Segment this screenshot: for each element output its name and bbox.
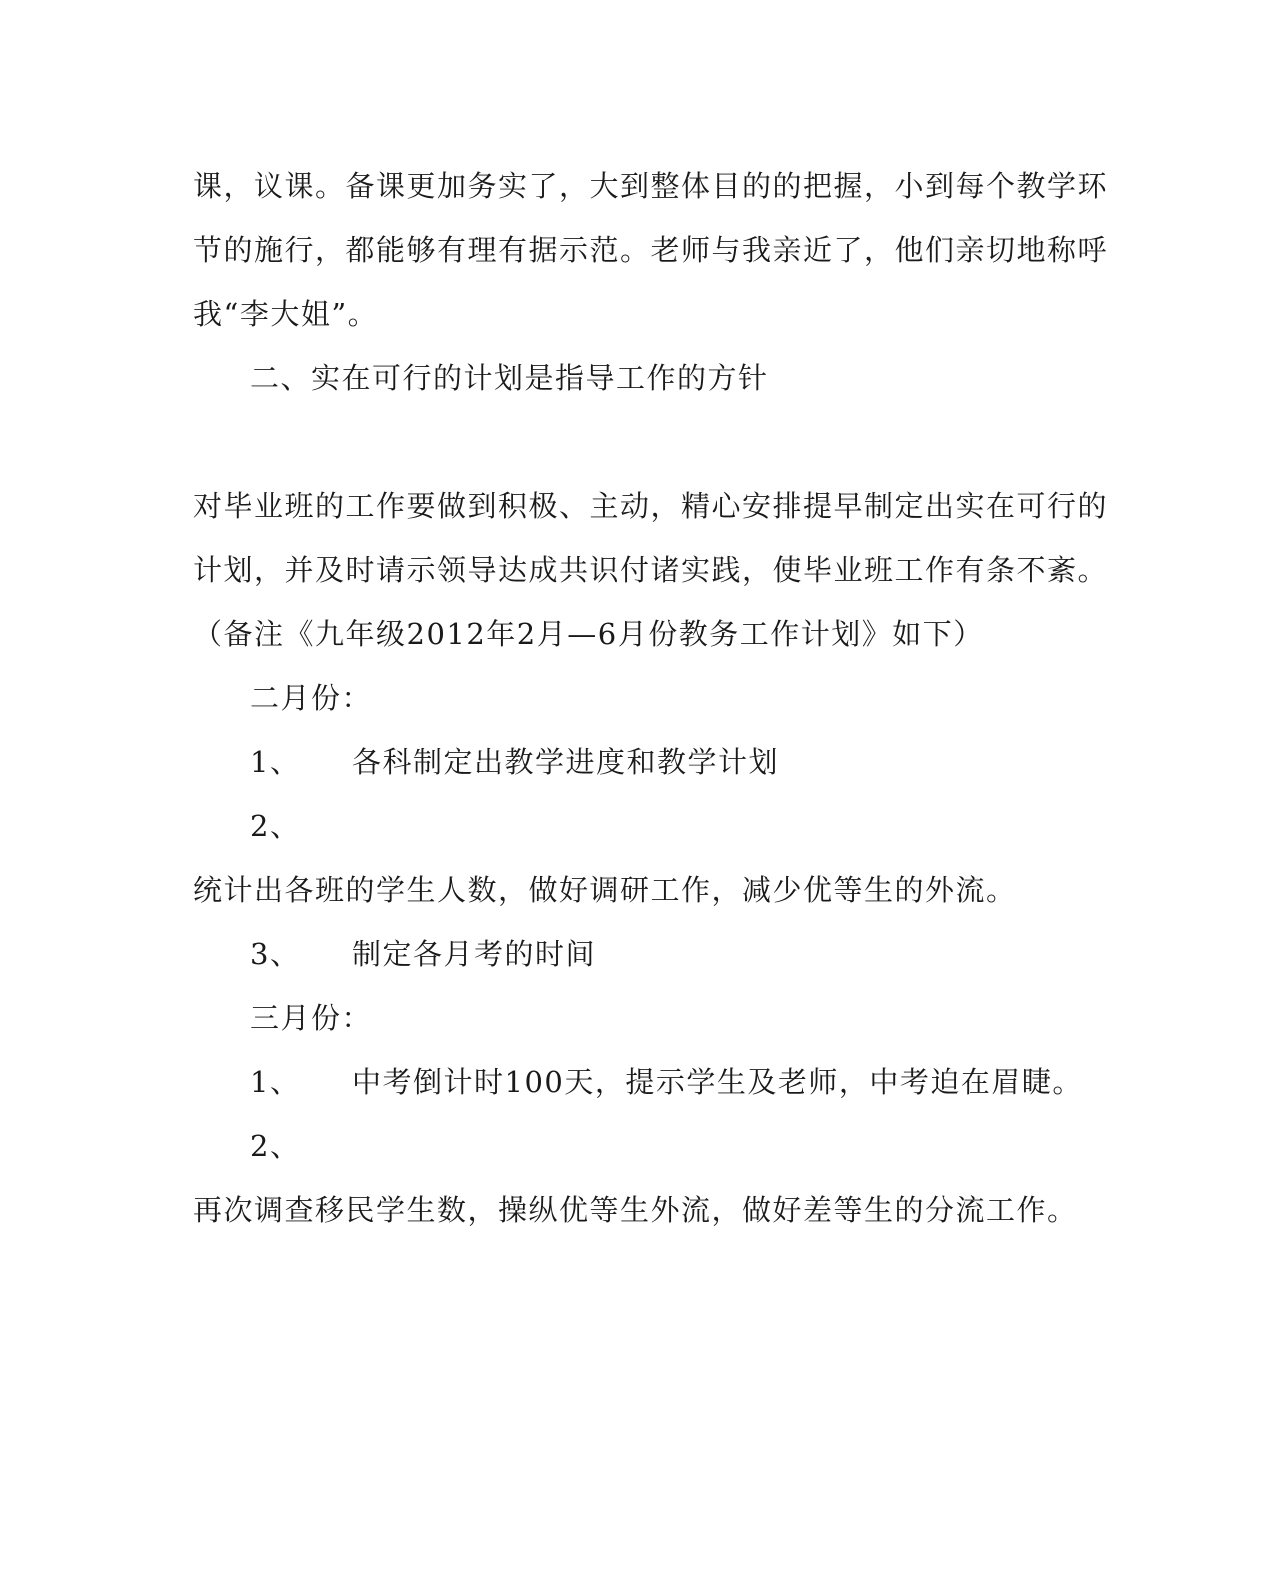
paragraph-line: 节的施行，都能够有理有据示范。老师与我亲近了，他们亲切地称呼 xyxy=(193,233,1109,267)
paragraph-note: （备注《九年级2012年2月—6月份教务工作计划》如下） xyxy=(193,617,984,651)
paragraph-line: 统计出各班的学生人数，做好调研工作，减少优等生的外流。 xyxy=(193,873,1017,907)
list-item-text: 制定各月考的时间 xyxy=(352,937,597,971)
month-heading: 二月份： xyxy=(250,681,373,715)
section-heading: 二、实在可行的计划是指导工作的方针 xyxy=(250,361,769,395)
paragraph-line: 再次调查移民学生数，操纵优等生外流，做好差等生的分流工作。 xyxy=(193,1193,1078,1227)
paragraph-line: 课，议课。备课更加务实了，大到整体目的的把握，小到每个教学环 xyxy=(193,169,1109,203)
list-item-number: 3、 xyxy=(250,937,301,971)
list-item-number: 2、 xyxy=(250,1129,301,1163)
list-item-text: 中考倒计时100天，提示学生及老师，中考迫在眉睫。 xyxy=(352,1065,1083,1099)
paragraph-line: 我“李大姐”。 xyxy=(193,297,379,331)
list-item-number: 2、 xyxy=(250,809,301,843)
month-heading: 三月份： xyxy=(250,1001,373,1035)
paragraph-line: 计划，并及时请示领导达成共识付诸实践，使毕业班工作有条不紊。 xyxy=(193,553,1109,587)
list-item-number: 1、 xyxy=(250,745,301,779)
list-item-text: 各科制定出教学进度和教学计划 xyxy=(352,745,780,779)
paragraph-line: 对毕业班的工作要做到积极、主动，精心安排提早制定出实在可行的 xyxy=(193,489,1109,523)
list-item-number: 1、 xyxy=(250,1065,301,1099)
